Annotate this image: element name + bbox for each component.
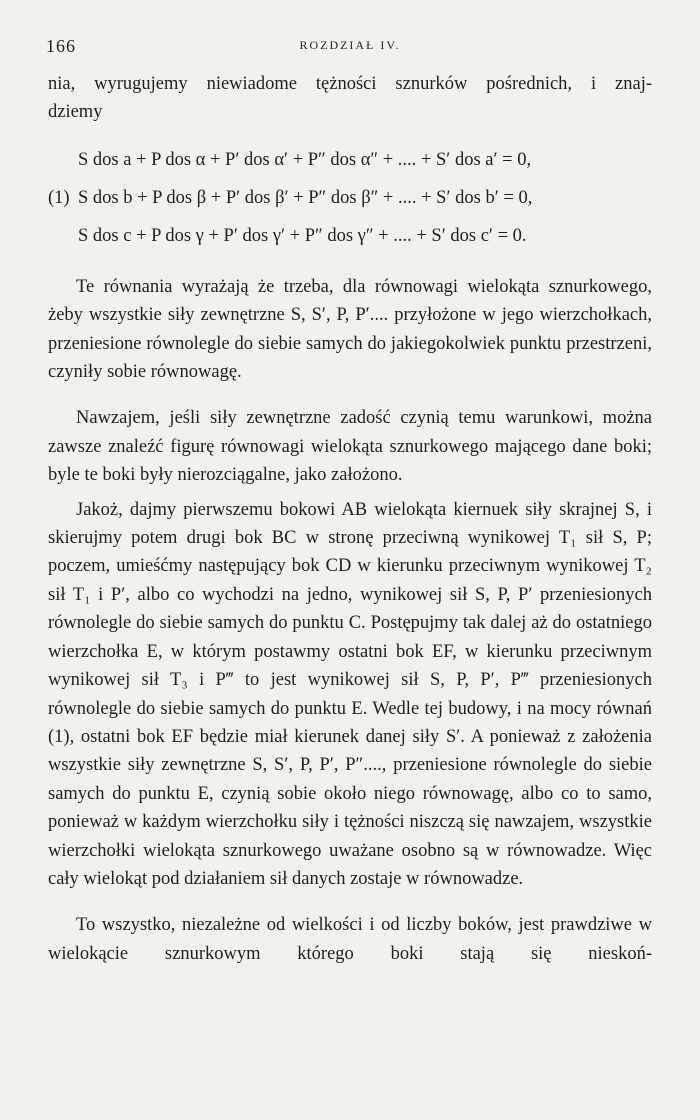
paragraph-3: Jakoż, dajmy pierwszemu bokowi AB wielokąta kiernuek siły skrajnej S, i skierujmy potem drugi bok BC w stronę przeciwną wynikowej T₁ sił S, P; poczem, umieśćmy następujący bok CD w kierunku przeciwnym wynikowej T₂ sił T₁ i P′, albo co wychodzi na jedno, wynikowej sił S, P, P′ przeniesionych równolegle do siebie samych do punktu C. Postępujmy tak dalej aż do ostatniego wierzchołka E, w którym postawmy ostatni bok EF, w kierunku przeciwnym wynikowej sił T₃ i P‴ to jest wynikowej sił S, P, P′, P‴ przeniesionych równolegle do siebie samych do punktu E. Wedle tej budowy, i na mocy równań (1), ostatni bok EF będzie miał kierunek danej siły S′. A ponieważ z założenia wszystkie siły zewnętrzne S, S′, P, P′, P″...., przeniesione równolegle do siebie samych do punktu E, czynią sobie około niego równowagę, albo co to samo, ponieważ w każdym wierzchołku siły i tężności niszczą się nawzajem, wszystkie wierzchołki wielokąta sznurkowego uważane osobno są w równowadze. Więc cały wielokąt pod działaniem sił danych zostaje w równowadze.	[48, 499, 652, 889]
running-head: ROZDZIAŁ IV.	[299, 38, 401, 52]
equation-1	[48, 141, 652, 179]
page-body	[48, 70, 652, 968]
paragraph-2: Nawzajem, jeśli siły zewnętrzne zadość czynią temu warunkowi, można zawsze znaleźć figurę równowagi wielokąta sznurkowego mającego dane boki; byle te boki były nierozciągalne, jako założono.	[48, 408, 652, 486]
equation-1-text: S dos a + P dos α + P′ dos α′ + P″ dos α″ + .... + S′ dos a′ = 0,	[78, 149, 532, 170]
paragraph-4: To wszystko, niezależne od wielkości i od liczby boków, jest prawdziwe w wielokącie sznurkowym którego boki stają się nieskoń-	[48, 915, 652, 964]
equation-label: (1)	[48, 187, 70, 208]
equation-block	[48, 141, 652, 255]
page-header	[46, 36, 654, 60]
equation-2	[48, 179, 652, 217]
equation-3-text: S dos c + P dos γ + P′ dos γ′ + P″ dos γ″ + .... + S′ dos c′ = 0.	[78, 225, 527, 246]
page-number: 166	[46, 36, 76, 56]
paragraph-1: Te równania wyrażają że trzeba, dla równowagi wielokąta sznurkowego, żeby wszystkie siły zewnętrzne S, S′, P, P′.... przyłożone w jego wierzchołkach, przeniesione równolegle do siebie samych do jakiegokolwiek punktu przestrzeni, czyniły sobie równowagę.	[48, 276, 652, 383]
equation-3	[48, 217, 652, 255]
intro-line-1: nia, wyrugujemy niewiadome tężności sznurków pośrednich, i znaj-	[48, 74, 652, 94]
intro-line-2: dziemy	[48, 102, 103, 123]
equation-2-text: S dos b + P dos β + P′ dos β′ + P″ dos β″ + .... + S′ dos b′ = 0,	[78, 187, 533, 208]
